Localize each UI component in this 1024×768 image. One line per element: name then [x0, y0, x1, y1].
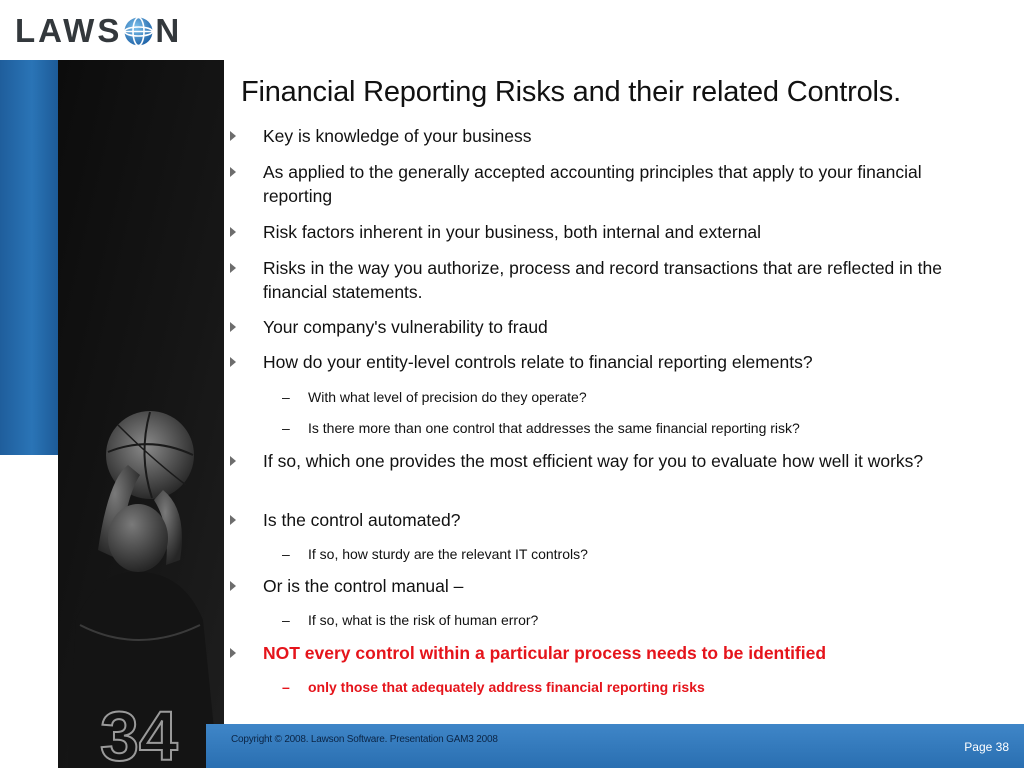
sub-bullet-dash: – [282, 612, 290, 628]
bullet-text: Risks in the way you authorize, process and record transactions that are reflected in the financial statements. [263, 258, 942, 302]
bullet-text: Or is the control manual – [263, 576, 464, 596]
bullet-text: NOT every control within a particular process needs to be identified [263, 643, 827, 663]
sub-bullet-dash: – [282, 420, 290, 436]
bullet-text: Is the control automated? [263, 510, 461, 530]
page-number: Page 38 [964, 740, 1009, 754]
sub-bullet-text: If so, how sturdy are the relevant IT controls? [308, 546, 588, 562]
bullet-arrow-icon [230, 357, 236, 367]
bullet-text: Your company's vulnerability to fraud [263, 317, 548, 337]
bullet-arrow-icon [230, 515, 236, 525]
sub-bullet-dash: – [282, 679, 290, 695]
jersey-number: 34 [100, 697, 178, 768]
sub-bullet-text: only those that adequately address financial reporting risks [308, 679, 705, 695]
bullet-arrow-icon [230, 648, 236, 658]
footer-bar [206, 724, 1024, 768]
sub-bullet-text: Is there more than one control that addresses the same financial reporting risk? [308, 420, 800, 436]
logo-text-right: N [155, 12, 183, 49]
bullet-arrow-icon [230, 581, 236, 591]
sub-bullet-dash: – [282, 389, 290, 405]
logo-text-left: LAWS [15, 12, 123, 49]
globe-icon [123, 16, 154, 47]
bullet-arrow-icon [230, 322, 236, 332]
sub-bullet-text: With what level of precision do they operate? [308, 389, 587, 405]
basketball-player-photo [58, 60, 224, 768]
bullet-arrow-icon [230, 131, 236, 141]
sub-bullet-dash: – [282, 546, 290, 562]
bullet-text: How do your entity-level controls relate to financial reporting elements? [263, 352, 813, 372]
copyright-text: Copyright © 2008. Lawson Software. Presentation GAM3 2008 [231, 734, 498, 745]
bullet-text: If so, which one provides the most efficient way for you to evaluate how well it works? [263, 451, 924, 471]
bullet-text: Key is knowledge of your business [263, 126, 532, 146]
bullet-arrow-icon [230, 227, 236, 237]
blue-accent-strip [0, 60, 58, 455]
bullet-arrow-icon [230, 167, 236, 177]
bullet-arrow-icon [230, 263, 236, 273]
bullet-arrow-icon [230, 456, 236, 466]
bullet-text: Risk factors inherent in your business, both internal and external [263, 222, 762, 242]
lawson-logo [15, 11, 182, 51]
slide-header [0, 0, 1024, 60]
bullet-text: As applied to the generally accepted accounting principles that apply to your financial reporting [263, 162, 922, 206]
slide-title: Financial Reporting Risks and their related Controls. [241, 76, 901, 108]
sub-bullet-text: If so, what is the risk of human error? [308, 612, 539, 628]
